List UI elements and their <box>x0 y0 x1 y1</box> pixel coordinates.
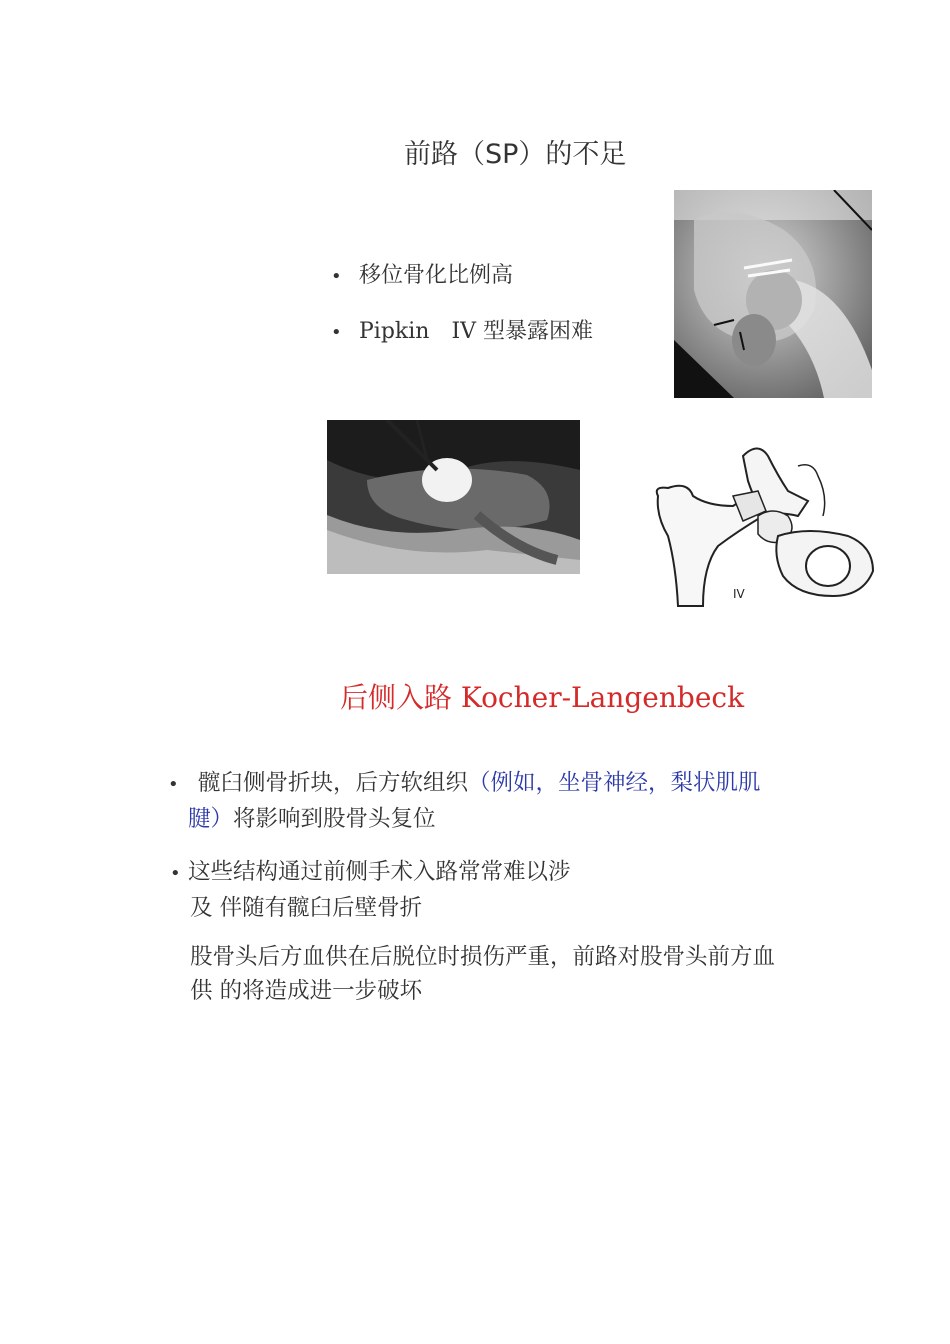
pipkin-type-iv-diagram <box>648 436 878 616</box>
paragraph-text: 这些结构通过前侧手术入路常常难以涉 <box>188 859 571 885</box>
highlight-text: （例如，坐骨神经，梨状肌肌 <box>468 770 761 796</box>
paragraph-text: 髋臼侧骨折块，后方软组织 <box>198 770 469 796</box>
bullet-dot: • <box>170 863 181 884</box>
paragraph-3 <box>190 940 890 1008</box>
paragraph-text: 股骨头后方血供在后脱位时损伤严重，前路对股骨头前方血 <box>190 944 776 970</box>
paragraph-text: 将影响到股骨头复位 <box>233 806 436 832</box>
bullet-dot: • <box>331 266 342 287</box>
pelvis-xray-image <box>674 190 872 398</box>
surgical-photo-image <box>327 420 580 574</box>
highlight-text: 腱） <box>188 806 234 832</box>
section-title: 后侧入路 Kocher-Langenbeck <box>340 681 745 714</box>
bullet-dot: • <box>331 322 342 343</box>
bullet-dot: • <box>168 774 179 795</box>
paragraph-text: 及 伴随有髋臼后壁骨折 <box>190 895 423 921</box>
bullet-item <box>331 314 593 345</box>
paragraph-text: 供 的将造成进一步破坏 <box>190 978 423 1004</box>
bullet-paragraph-2 <box>170 855 870 925</box>
diagram-label: IV <box>733 587 745 601</box>
page-title: 前路（SP）的不足 <box>404 139 627 170</box>
bullet-text: 移位骨化比例高 <box>359 263 514 288</box>
bullet-paragraph-1 <box>168 766 868 836</box>
bullet-text: Pipkin IV 型暴露困难 <box>359 319 594 344</box>
bullet-item <box>331 258 513 289</box>
